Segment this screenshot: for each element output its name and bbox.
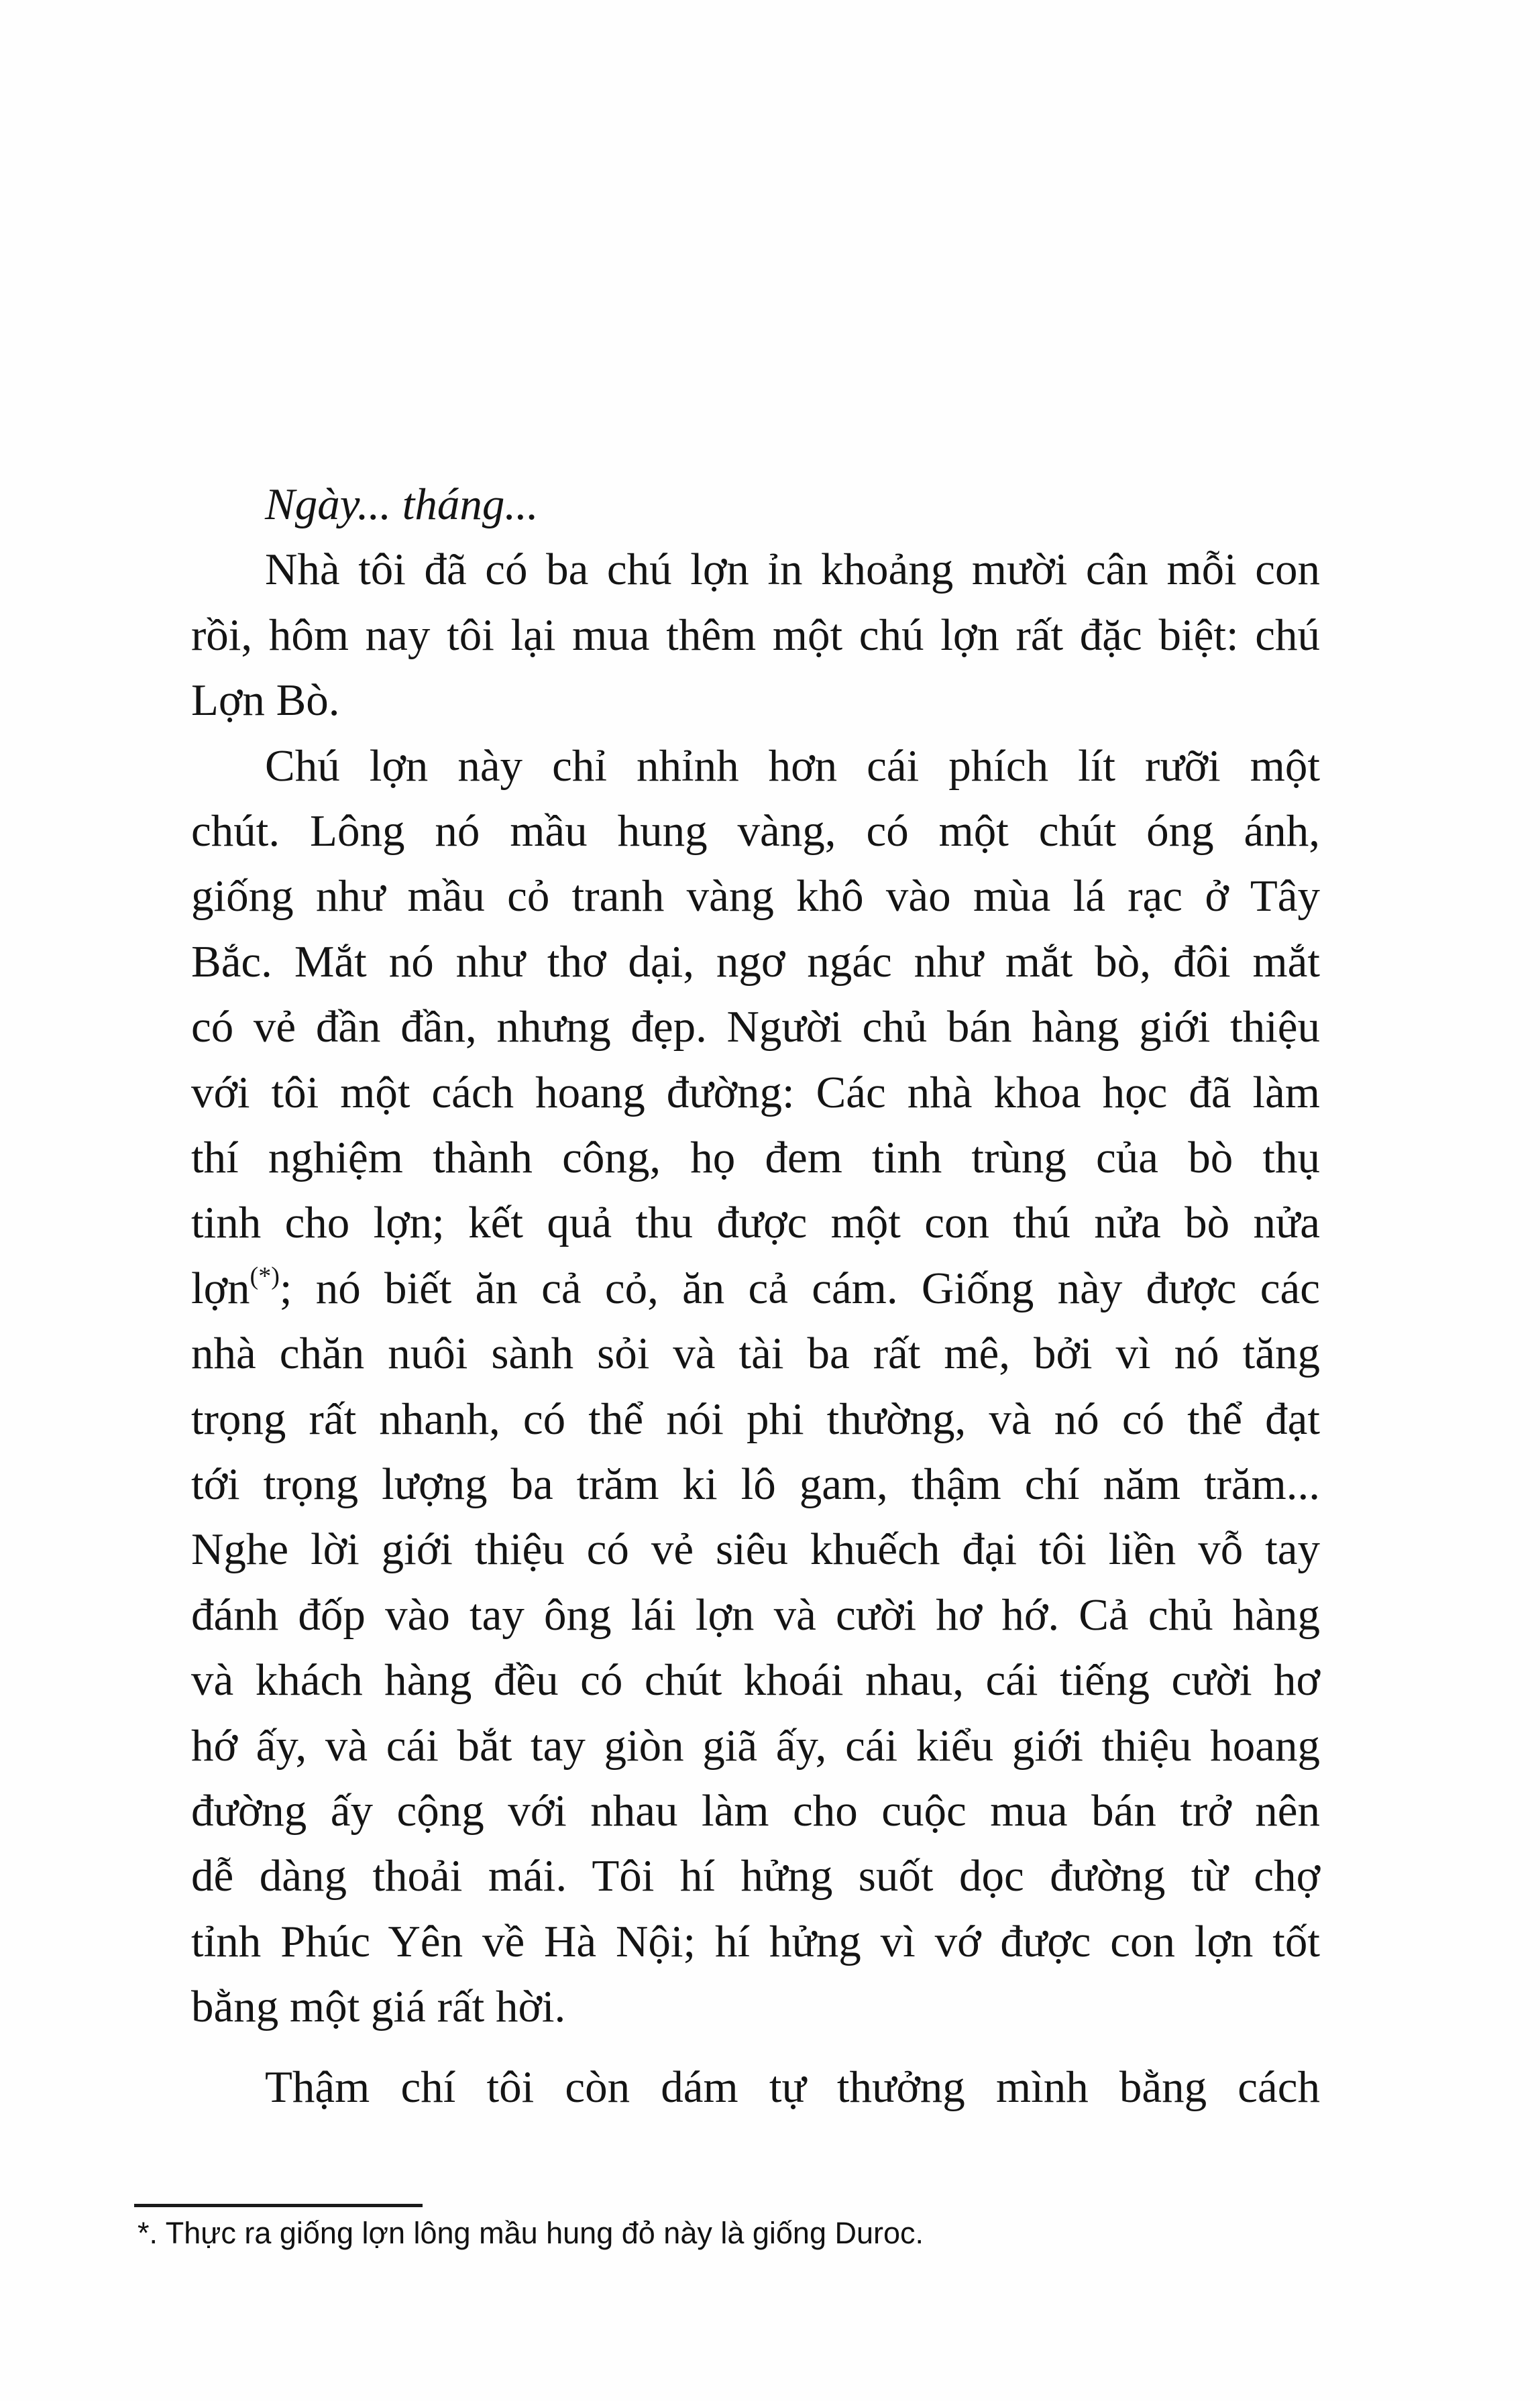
footnote-reference: (*) [250, 1262, 280, 1290]
text-line [191, 1517, 1320, 1582]
text-line [191, 1387, 1320, 1452]
text-line [265, 2055, 1320, 2120]
line-text: trọng rất nhanh, có thể nói phi thường, và nó có thể đạt [191, 1394, 1320, 1444]
line-text: lợn [191, 1263, 250, 1313]
line-text: thí nghiệm thành công, họ đem tinh trùng của bò thụ [191, 1133, 1320, 1182]
text-line [191, 995, 1320, 1060]
line-text: Ngày... tháng... [265, 480, 539, 529]
footnote-text: . Thực ra giống lợn lông mầu hung đỏ này là giống Duroc. [149, 2216, 924, 2250]
text-line [191, 1779, 1320, 1844]
text-line [265, 537, 1320, 602]
line-text: rồi, hôm nay tôi lại mua thêm một chú lợn rất đặc biệt: chú [191, 610, 1320, 660]
line-text: Nhà tôi đã có ba chú lợn ỉn khoảng mười cân mỗi con [265, 545, 1320, 595]
text-line [191, 930, 1320, 995]
footnote-separator [134, 2204, 423, 2207]
footnote-marker: * [138, 2216, 150, 2250]
text-line [191, 1256, 1320, 1321]
line-text: hớ ấy, và cái bắt tay giòn giã ấy, cái kiểu giới thiệu hoang [191, 1720, 1320, 1771]
line-text: Lợn Bò. [191, 675, 340, 726]
line-text: Chú lợn này chỉ nhỉnh hơn cái phích lít rưỡi một [265, 740, 1320, 791]
text-line [191, 1648, 1320, 1713]
text-line [191, 1321, 1320, 1386]
text-line [191, 1974, 1320, 2040]
text-line [265, 472, 1320, 537]
text-line [191, 1583, 1320, 1648]
text-line [191, 1714, 1320, 1779]
line-text: bằng một giá rất hời. [191, 1982, 566, 2032]
line-text: dễ dàng thoải mái. Tôi hí hửng suốt dọc đường từ chợ [191, 1851, 1320, 1901]
line-text: Thậm chí tôi còn dám tự thưởng mình bằng cách [265, 2062, 1320, 2112]
text-line [191, 603, 1320, 668]
line-text: tới trọng lượng ba trăm ki lô gam, thậm chí năm trăm... [191, 1459, 1320, 1509]
text-line [265, 734, 1320, 799]
line-text: với tôi một cách hoang đường: Các nhà khoa học đã làm [191, 1067, 1320, 1117]
line-text-continued: ; nó biết ăn cả cỏ, ăn cả cám. Giống này được các [279, 1263, 1320, 1313]
line-text: nhà chăn nuôi sành sỏi và tài ba rất mê, bởi vì nó tăng [191, 1329, 1320, 1379]
text-line [191, 1060, 1320, 1125]
text-line [191, 1909, 1320, 1974]
line-text: đường ấy cộng với nhau làm cho cuộc mua bán trở nên [191, 1786, 1320, 1836]
text-line [191, 1125, 1320, 1190]
line-text: Nghe lời giới thiệu có vẻ siêu khuếch đại tôi liền vỗ tay [191, 1524, 1320, 1575]
line-text: có vẻ đần đần, nhưng đẹp. Người chủ bán hàng giới thiệu [191, 1002, 1320, 1052]
text-line [191, 1190, 1320, 1255]
line-text: và khách hàng đều có chút khoái nhau, cái tiếng cười hơ [191, 1655, 1320, 1706]
line-text: giống như mầu cỏ tranh vàng khô vào mùa lá rạc ở Tây [191, 871, 1320, 922]
text-line [191, 1844, 1320, 1909]
line-text: chút. Lông nó mầu hung vàng, có một chút óng ánh, [191, 806, 1320, 856]
text-line [191, 668, 1320, 733]
line-text: tinh cho lợn; kết quả thu được một con thú nửa bò nửa [191, 1198, 1320, 1248]
text-line [191, 864, 1320, 929]
text-line [191, 1452, 1320, 1517]
text-line [191, 799, 1320, 864]
line-text: Bắc. Mắt nó như thơ dại, ngơ ngác như mắt bò, đôi mắt [191, 936, 1320, 987]
line-text: đánh đốp vào tay ông lái lợn và cười hơ hớ. Cả chủ hàng [191, 1589, 1320, 1640]
footnote [138, 2213, 924, 2253]
line-text: tỉnh Phúc Yên về Hà Nội; hí hửng vì vớ được con lợn tốt [191, 1916, 1320, 1966]
